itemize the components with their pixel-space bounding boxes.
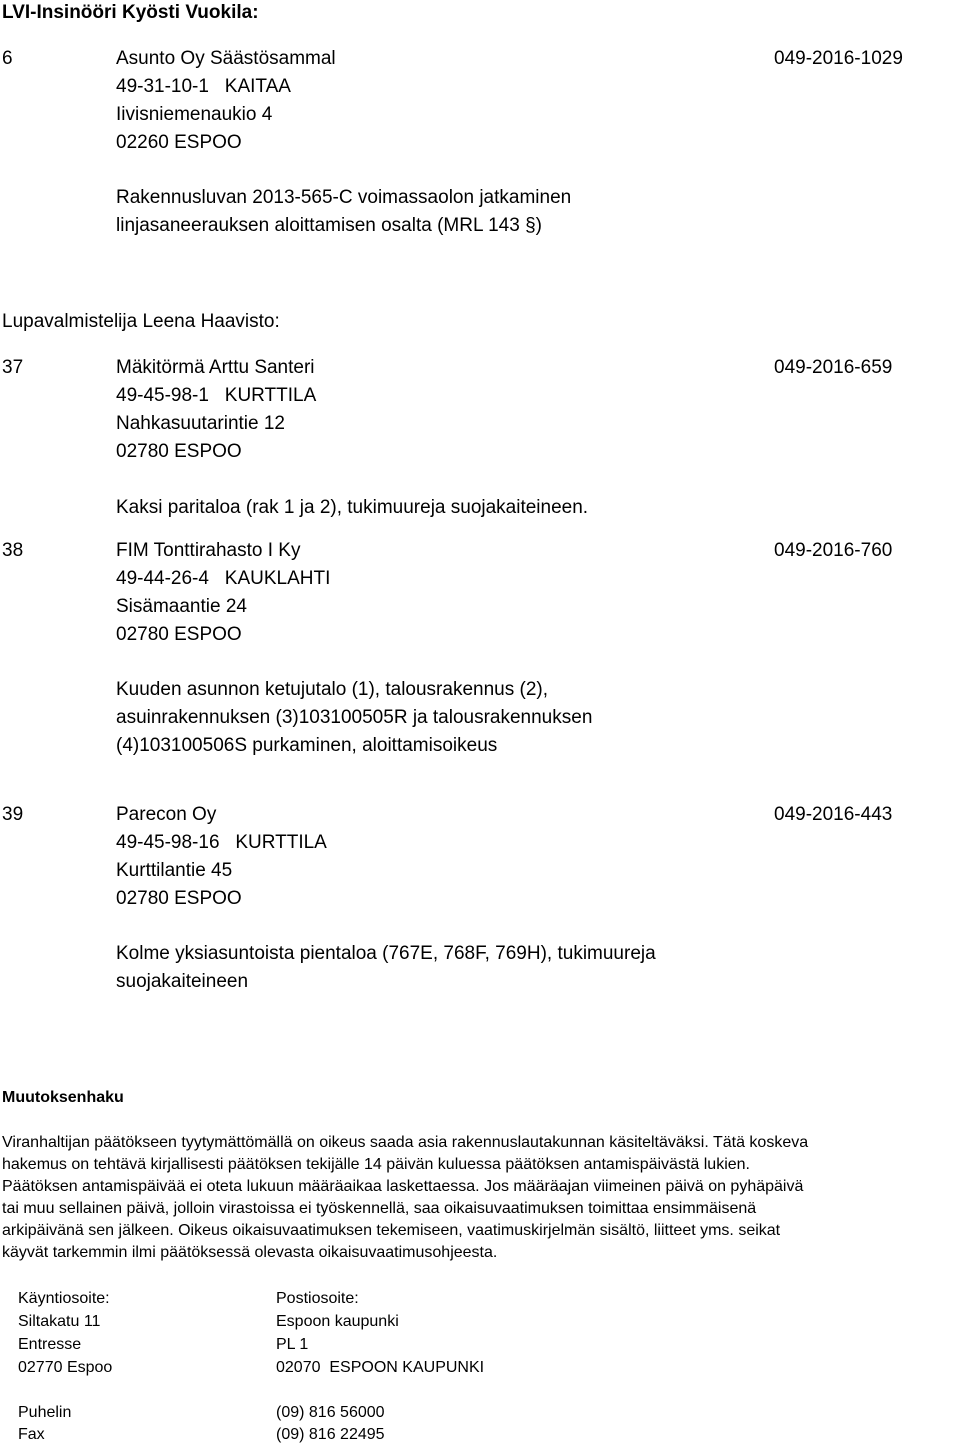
entry-address — [116, 537, 330, 649]
permit-reference: 049-2016-443 — [774, 804, 893, 825]
permit-reference: 049-2016-659 — [774, 357, 893, 378]
entry-description — [116, 940, 656, 996]
applicant-name: Asunto Oy Säästösammal — [116, 48, 336, 69]
postal-address-label: Postiosoite: — [276, 1290, 359, 1307]
visit-address-label: Käyntiosoite: — [18, 1290, 110, 1307]
appeal-line: hakemus on tehtävä kirjallisesti päätöksen tekijälle 14 päivän kuluessa päätöksen antamispäivästä lukien. — [2, 1156, 750, 1173]
applicant-name: Mäkitörmä Arttu Santeri — [116, 357, 315, 378]
description-line: suojakaiteineen — [116, 971, 249, 992]
section-heading: LVI-Insinööri Kyösti Vuokila: — [2, 2, 259, 23]
applicant-name: FIM Tonttirahasto I Ky — [116, 540, 301, 561]
street-address: Kurttilantie 45 — [116, 860, 233, 881]
postal-address: 02780 ESPOO — [116, 888, 242, 909]
appeal-line: tai muu sellainen päivä, jolloin virastoissa ei työskennellä, saa oikaisuvaatimuksen toimittaa ensimmäisenä — [2, 1200, 757, 1217]
street-address: Iivisniemenaukio 4 — [116, 104, 273, 125]
permit-reference: 049-2016-1029 — [774, 48, 903, 69]
appeal-line: käyvät tarkemmin ilmi päätöksessä olevasta oikaisuvaatimusohjeesta. — [2, 1244, 498, 1261]
property-id: 49-45-98-16 KURTTILA — [116, 832, 327, 853]
postal-address: 02780 ESPOO — [116, 441, 242, 462]
description-line: linjasaneerauksen aloittamisen osalta (MRL 143 §) — [116, 215, 542, 236]
permit-reference: 049-2016-760 — [774, 540, 893, 561]
appeal-title: Muutoksenhaku — [2, 1089, 124, 1106]
entry-number: 6 — [2, 48, 13, 69]
entry-number: 37 — [2, 357, 24, 378]
property-id: 49-31-10-1 KAITAA — [116, 76, 291, 97]
section-heading: Lupavalmistelija Leena Haavisto: — [2, 311, 280, 332]
visit-address-line: Entresse — [18, 1336, 82, 1353]
description-line: Rakennusluvan 2013-565-C voimassaolon jatkaminen — [116, 187, 572, 208]
entry-address — [116, 801, 327, 913]
description-line: Kaksi paritaloa (rak 1 ja 2), tukimuureja suojakaiteineen. — [116, 497, 589, 518]
street-address: Nahkasuutarintie 12 — [116, 413, 285, 434]
postal-address: 02260 ESPOO — [116, 132, 242, 153]
property-id: 49-45-98-1 KURTTILA — [116, 385, 317, 406]
description-line: (4)103100506S purkaminen, aloittamisoikeus — [116, 735, 498, 756]
entry-description — [116, 494, 588, 522]
description-line: Kuuden asunnon ketujutalo (1), talousrakennus (2), — [116, 679, 548, 700]
postal-address-line: 02070 ESPOON KAUPUNKI — [276, 1359, 485, 1376]
entry-number: 38 — [2, 540, 24, 561]
entry-address — [116, 45, 336, 157]
entry-description — [116, 184, 571, 240]
postal-address-block — [276, 1287, 484, 1379]
visit-address — [18, 1287, 112, 1379]
fax-number: (09) 816 22495 — [276, 1426, 385, 1443]
postal-address-line: PL 1 — [276, 1336, 309, 1353]
description-line: Kolme yksiasuntoista pientaloa (767E, 768F, 769H), tukimuureja — [116, 943, 656, 964]
appeal-line: Päätöksen antamispäivää ei oteta lukuun määräaikaa laskettaessa. Jos määräajan viimeinen päivä on pyhäpäivä — [2, 1178, 804, 1195]
visit-address-line: Siltakatu 11 — [18, 1313, 101, 1330]
appeal-line: arkipäivänä sen jälkeen. Oikeus oikaisuvaatimuksen tekemiseen, vaatimuskirjelmän sisältö, liitteet yms. seikat — [2, 1222, 781, 1239]
appeal-line: Viranhaltijan päätökseen tyytymättömällä on oikeus saada asia rakennuslautakunnan käsiteltäväksi. Tätä koskeva — [2, 1134, 809, 1151]
fax-label: Fax — [18, 1426, 45, 1443]
phone-number: (09) 816 56000 — [276, 1404, 385, 1421]
street-address: Sisämaantie 24 — [116, 596, 247, 617]
entry-description — [116, 676, 592, 760]
postal-address-line: Espoon kaupunki — [276, 1313, 399, 1330]
property-id: 49-44-26-4 KAUKLAHTI — [116, 568, 331, 589]
visit-address-line: 02770 Espoo — [18, 1359, 113, 1376]
applicant-name: Parecon Oy — [116, 804, 217, 825]
postal-address: 02780 ESPOO — [116, 624, 242, 645]
entry-number: 39 — [2, 804, 24, 825]
phone-label: Puhelin — [18, 1404, 72, 1421]
entry-address — [116, 354, 316, 466]
appeal-paragraph — [2, 1132, 958, 1264]
description-line: asuinrakennuksen (3)103100505R ja talousrakennuksen — [116, 707, 593, 728]
